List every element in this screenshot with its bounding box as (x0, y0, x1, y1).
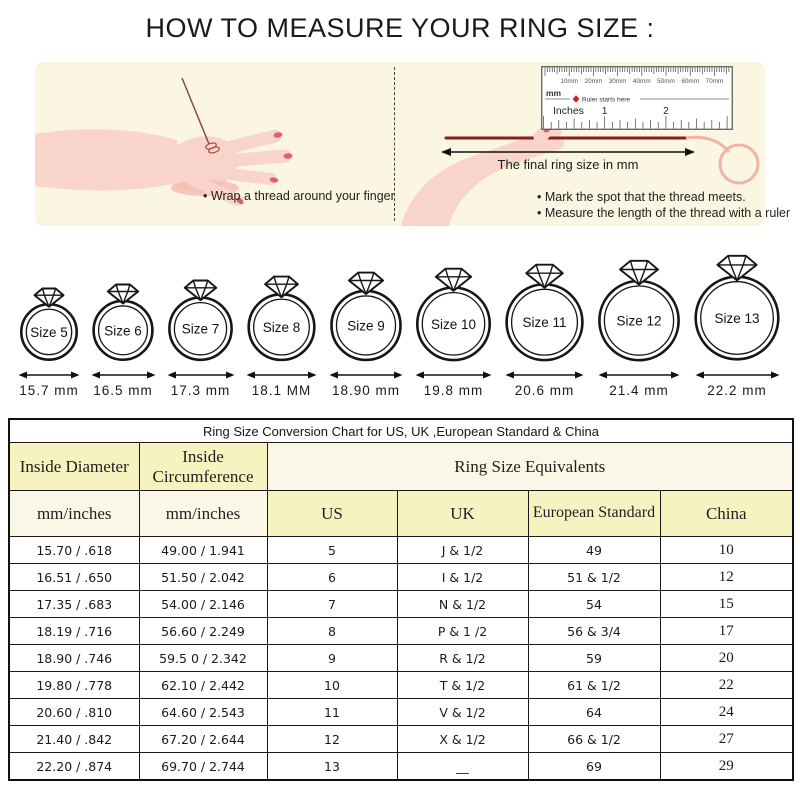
bullet-icon: • (537, 206, 542, 220)
ruler-mm-unit-label: mm (546, 88, 562, 98)
inside-circumference-cell: 56.60 / 2.249 (139, 618, 267, 645)
ruler-mm-tick-label: 20mm (584, 78, 603, 85)
diameter-arrow-icon (246, 370, 317, 380)
inside-diameter-cell: 16.51 / .650 (9, 564, 139, 591)
ring-diameter-label: 20.6 mm (514, 383, 575, 398)
table-row (9, 618, 793, 645)
ring-item (501, 262, 588, 398)
instruction-wrap-thread (203, 189, 395, 203)
uk-size-cell: T & 1/2 (397, 672, 528, 699)
conversion-table-wrap (8, 418, 792, 781)
instruction-panels (35, 62, 791, 226)
european-standard-cell: 51 & 1/2 (528, 564, 660, 591)
instruction-text: Mark the spot that the thread meets. (544, 190, 746, 204)
uk-size-cell: R & 1/2 (397, 645, 528, 672)
ring-diameter-label: 22.2 mm (707, 383, 767, 398)
us-size-cell: 9 (267, 645, 397, 672)
ring-item (690, 253, 784, 398)
uk-size-cell: N & 1/2 (397, 591, 528, 618)
diamond-ring-icon (164, 278, 237, 365)
ring-item (412, 266, 495, 398)
ring-size-label: Size 7 (181, 321, 220, 337)
us-size-cell: 5 (267, 537, 397, 564)
instruction-text: Wrap a thread around your finger (210, 189, 395, 203)
thread-coil-icon (720, 145, 758, 183)
header-unit-diameter: mm/inches (9, 491, 139, 537)
european-standard-cell: 59 (528, 645, 660, 672)
european-standard-cell: 54 (528, 591, 660, 618)
us-size-cell: 8 (267, 618, 397, 645)
header-uk: UK (397, 491, 528, 537)
ring-diameter-label: 17.3 mm (170, 383, 231, 398)
inside-diameter-cell: 17.35 / .683 (9, 591, 139, 618)
ruler-mm-tick-label: 60mm (681, 78, 700, 85)
table-row (9, 672, 793, 699)
diameter-arrow-icon (329, 370, 403, 380)
inside-circumference-cell: 69.70 / 2.744 (139, 753, 267, 781)
ring-item (326, 270, 406, 398)
china-size-cell: 15 (660, 591, 793, 618)
uk-size-cell: V & 1/2 (397, 699, 528, 726)
table-row (9, 564, 793, 591)
ring-item (88, 282, 158, 398)
ring-diameter-label: 16.5 mm (93, 383, 153, 398)
ruler-illustration (541, 66, 733, 130)
ruler-mm-labels (560, 78, 723, 85)
china-size-cell: 20 (660, 645, 793, 672)
header-us: US (267, 491, 397, 537)
uk-size-cell: I & 1/2 (397, 564, 528, 591)
thread-tail (686, 137, 729, 152)
ruler-mm-tick-label: 30mm (608, 78, 627, 85)
ring-diameter-label: 15.7 mm (19, 383, 79, 398)
ring-size-label: Size 9 (347, 318, 385, 334)
ring-size-label: Size 13 (714, 310, 760, 326)
diameter-arrow-icon (695, 370, 780, 380)
european-standard-cell: 61 & 1/2 (528, 672, 660, 699)
china-size-cell: 27 (660, 726, 793, 753)
inside-diameter-cell: 21.40 / .842 (9, 726, 139, 753)
inside-diameter-cell: 15.70 / .618 (9, 537, 139, 564)
european-standard-cell: 66 & 1/2 (528, 726, 660, 753)
table-row (9, 591, 793, 618)
ruler-mm-tick-label: 50mm (657, 78, 675, 85)
table-row (9, 699, 793, 726)
bullet-icon: • (537, 190, 542, 204)
ring-diameter-label: 18.1 MM (251, 383, 312, 398)
table-title: Ring Size Conversion Chart for US, UK ,European Standard & China (9, 419, 793, 443)
us-size-cell: 6 (267, 564, 397, 591)
diamond-ring-icon (16, 286, 82, 365)
ring-item (164, 278, 237, 398)
arrow-right-head-icon (685, 148, 695, 156)
ring-item (16, 286, 82, 398)
us-size-cell: 13 (267, 753, 397, 781)
table-row (9, 753, 793, 781)
ring-item (594, 258, 684, 398)
diamond-ring-icon (594, 258, 684, 365)
conversion-table (8, 418, 794, 781)
needle-icon (182, 78, 209, 144)
conversion-table-body (9, 537, 793, 781)
china-size-cell: 12 (660, 564, 793, 591)
inside-diameter-cell: 18.90 / .746 (9, 645, 139, 672)
european-standard-cell: 64 (528, 699, 660, 726)
ruler-mm-tick-label: 40mm (632, 78, 651, 85)
diamond-ring-icon (88, 282, 158, 365)
diameter-arrow-icon (167, 370, 235, 380)
arrow-left-head-icon (441, 148, 451, 156)
inside-diameter-cell: 19.80 / .778 (9, 672, 139, 699)
rings-row (16, 252, 784, 398)
page-title: HOW TO MEASURE YOUR RING SIZE : (145, 13, 655, 43)
panel-wrap-thread (35, 62, 394, 226)
diamond-ring-icon (690, 253, 784, 365)
ring-diameter-label: 21.4 mm (609, 383, 669, 398)
ring-size-label: Size 10 (430, 316, 477, 332)
ring-size-label: Size 6 (104, 323, 142, 339)
uk-size-cell: P & 1 /2 (397, 618, 528, 645)
china-size-cell: 22 (660, 672, 793, 699)
diameter-arrow-icon (91, 370, 156, 380)
china-size-cell: 29 (660, 753, 793, 781)
ruler-mm-tick-label: 10mm (560, 78, 579, 85)
header-ring-size-equivalents: Ring Size Equivalents (267, 443, 793, 491)
european-standard-cell: 49 (528, 537, 660, 564)
diameter-arrow-icon (505, 370, 584, 380)
us-size-cell: 11 (267, 699, 397, 726)
uk-size-cell: __ (397, 753, 528, 781)
header-china: China (660, 491, 793, 537)
ruler-wrap (541, 66, 733, 135)
ring-item (243, 274, 320, 398)
table-row (9, 726, 793, 753)
ruler-starts-here-label: Ruler starts here (582, 96, 631, 104)
ruler-inches-label: Inches (553, 105, 584, 117)
diameter-arrow-icon (18, 370, 80, 380)
ring-diameter-label: 18.90 mm (331, 383, 401, 398)
header-european-standard: European Standard (528, 491, 660, 537)
diamond-ring-icon (501, 262, 588, 365)
bullet-icon: • (203, 189, 208, 203)
header-inside-circumference: Inside Circumference (139, 443, 267, 491)
diameter-arrow-icon (598, 370, 680, 380)
inside-circumference-cell: 49.00 / 1.941 (139, 537, 267, 564)
instruction-measure-thread (537, 206, 790, 220)
table-row (9, 537, 793, 564)
diamond-ring-icon (326, 270, 406, 365)
inside-circumference-cell: 62.10 / 2.442 (139, 672, 267, 699)
inside-circumference-cell: 67.20 / 2.644 (139, 726, 267, 753)
diamond-ring-icon (243, 274, 320, 365)
inside-circumference-cell: 59.5 0 / 2.342 (139, 645, 267, 672)
inside-circumference-cell: 64.60 / 2.543 (139, 699, 267, 726)
ring-size-label: Size 11 (522, 315, 567, 331)
ring-diameter-label: 19.8 mm (423, 383, 484, 398)
inside-diameter-cell: 20.60 / .810 (9, 699, 139, 726)
final-ring-size-label: The final ring size in mm (497, 157, 639, 172)
instruction-text: Measure the length of the thread with a ruler (544, 206, 791, 220)
table-row (9, 645, 793, 672)
ring-size-label: Size 8 (262, 320, 301, 336)
china-size-cell: 24 (660, 699, 793, 726)
inside-diameter-cell: 18.19 / .716 (9, 618, 139, 645)
header-inside-diameter: Inside Diameter (9, 443, 139, 491)
header-unit-circumference: mm/inches (139, 491, 267, 537)
diamond-ring-icon (412, 266, 495, 365)
inside-circumference-cell: 51.50 / 2.042 (139, 564, 267, 591)
european-standard-cell: 56 & 3/4 (528, 618, 660, 645)
ruler-inch-number: 2 (663, 106, 669, 117)
china-size-cell: 10 (660, 537, 793, 564)
us-size-cell: 12 (267, 726, 397, 753)
us-size-cell: 7 (267, 591, 397, 618)
ring-size-label: Size 12 (616, 313, 662, 329)
instruction-mark-spot (537, 190, 746, 204)
ring-size-label: Size 5 (30, 324, 68, 340)
china-size-cell: 17 (660, 618, 793, 645)
european-standard-cell: 69 (528, 753, 660, 781)
diameter-arrow-icon (415, 370, 492, 380)
us-size-cell: 10 (267, 672, 397, 699)
panel-measure-thread (395, 62, 791, 226)
inside-circumference-cell: 54.00 / 2.146 (139, 591, 267, 618)
uk-size-cell: J & 1/2 (397, 537, 528, 564)
inside-diameter-cell: 22.20 / .874 (9, 753, 139, 781)
ruler-inch-number: 1 (601, 106, 608, 117)
ruler-mm-tick-label: 70mm (705, 78, 724, 85)
uk-size-cell: X & 1/2 (397, 726, 528, 753)
